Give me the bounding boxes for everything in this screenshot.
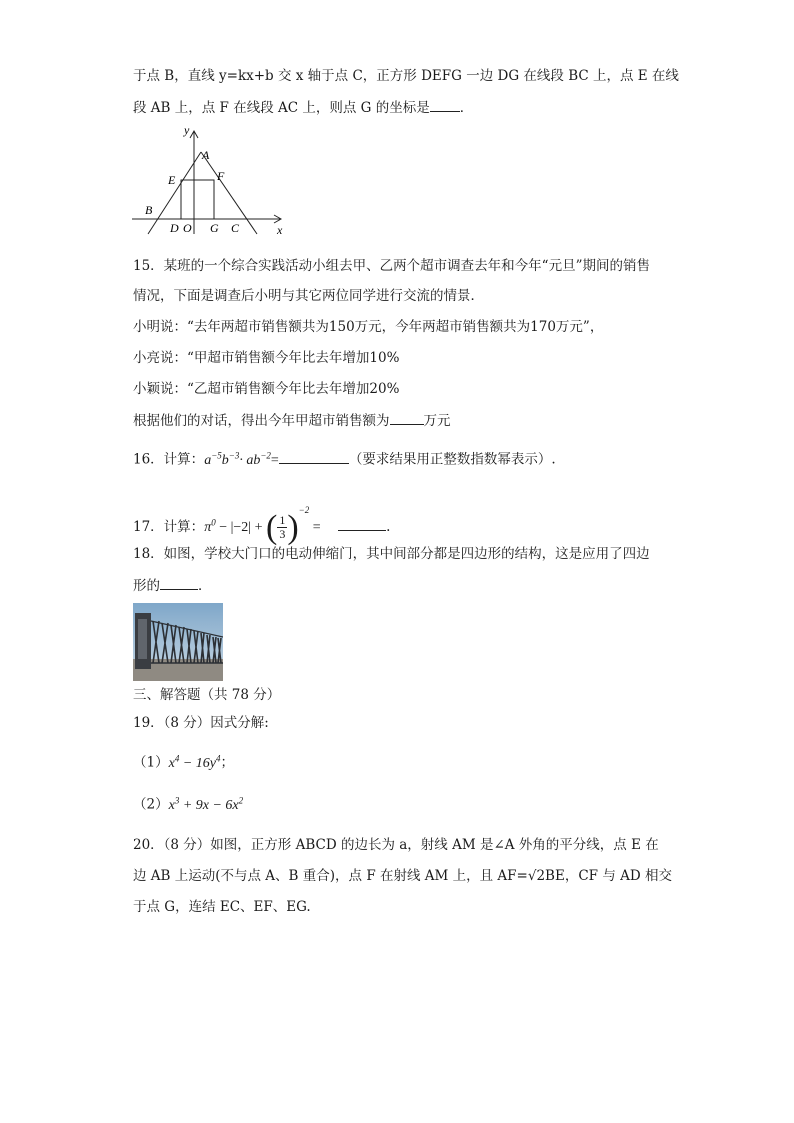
q15-line2: 情况，下面是调查后小明与其它两位同学进行交流的情景． [133, 288, 484, 304]
q17-end: . [386, 519, 391, 535]
q14-coordinate-figure [130, 122, 295, 237]
q14-line2-text: 段 AB 上，点 F 在线段 AC 上，则点 G 的坐标是 [133, 100, 430, 116]
label-c: C [231, 221, 240, 235]
q15-line6 [133, 410, 451, 431]
retractable-gate-photo [133, 603, 223, 681]
label-b: B [145, 203, 153, 217]
square-defg [181, 180, 214, 219]
label-g: G [210, 221, 219, 235]
q16-answer-blank[interactable] [279, 449, 349, 464]
q16-prefix: 16．计算： [133, 451, 205, 468]
q15-line6-text: 根据他们的对话，得出今年甲超市销售额为 [133, 413, 390, 429]
q14-line1: 于点 B，直线 y=kx+b 交 x 轴于点 C，正方形 DEFG 一边 DG 在线段 BC 上，点 E 在线 [133, 68, 679, 84]
q17-expression: $\pi^0 - |-2|$ + ( $\frac{1}{3}$ )$^{-2}$ = [204, 505, 325, 546]
q18-line2 [133, 575, 212, 596]
section-3-heading: 三、解答题（共 78 分） [133, 687, 281, 703]
label-x: x [277, 223, 283, 237]
q20-line2: 边 AB 上运动(不与点 A、B 重合)，点 F 在射线 AM 上，且 AF=√2BE，CF 与 AD 相交 [133, 868, 672, 884]
label-f: F [217, 169, 225, 183]
q16-suffix: （要求结果用正整数指数幂表示）. [348, 451, 556, 468]
q17-answer-blank[interactable] [338, 516, 386, 531]
q15-answer-blank[interactable] [390, 410, 424, 425]
label-a: A [202, 148, 210, 162]
q19-part1: $(1)x^4 - 16y^4$； [133, 753, 234, 771]
q16-line [133, 445, 556, 471]
label-d: D [170, 221, 179, 235]
q17-prefix: 17．计算： [133, 519, 205, 535]
q15-line4: 小亮说：“甲超市销售额今年比去年增加10% [133, 350, 400, 366]
q18-line2-end: ． [198, 578, 212, 594]
q17-line [133, 490, 390, 548]
label-o: O [183, 221, 192, 235]
q20-line3: 于点 G，连结 EC、EF、EG. [133, 899, 311, 915]
q18-line2-text: 形的 [133, 578, 160, 594]
q16-expression: $a^{-5}b^{-3}\cdot ab^{-2}=$ [204, 450, 279, 468]
q20-line1: 20．（8 分）如图，正方形 ABCD 的边长为 a，射线 AM 是∠A 外角的平分线，点 E 在 [133, 837, 659, 853]
q14-line2 [133, 97, 473, 118]
q14-answer-blank[interactable] [430, 97, 460, 112]
q15-line1: 15．某班的一个综合实践活动小组去甲、乙两个超市调查去年和今年“元旦”期间的销售 [133, 258, 650, 274]
label-y: y [184, 123, 190, 137]
q15-line3: 小明说：“去年两超市销售额共为150万元，今年两超市销售额共为170万元”， [133, 319, 604, 335]
q14-line2-end: ． [459, 100, 474, 116]
q19-title: 19．（8 分）因式分解: [133, 715, 269, 731]
q15-line6-unit: 万元 [423, 413, 451, 429]
q15-line5: 小颖说：“乙超市销售额今年比去年增加20% [133, 381, 400, 397]
q19-part2: $(2)x^3 + 9x - 6x^2$ [133, 795, 244, 813]
q18-line1: 18．如图，学校大门口的电动伸缩门，其中间部分都是四边形的结构，这是应用了四边 [133, 546, 650, 562]
q18-answer-blank[interactable] [160, 575, 198, 590]
label-e: E [168, 173, 176, 187]
